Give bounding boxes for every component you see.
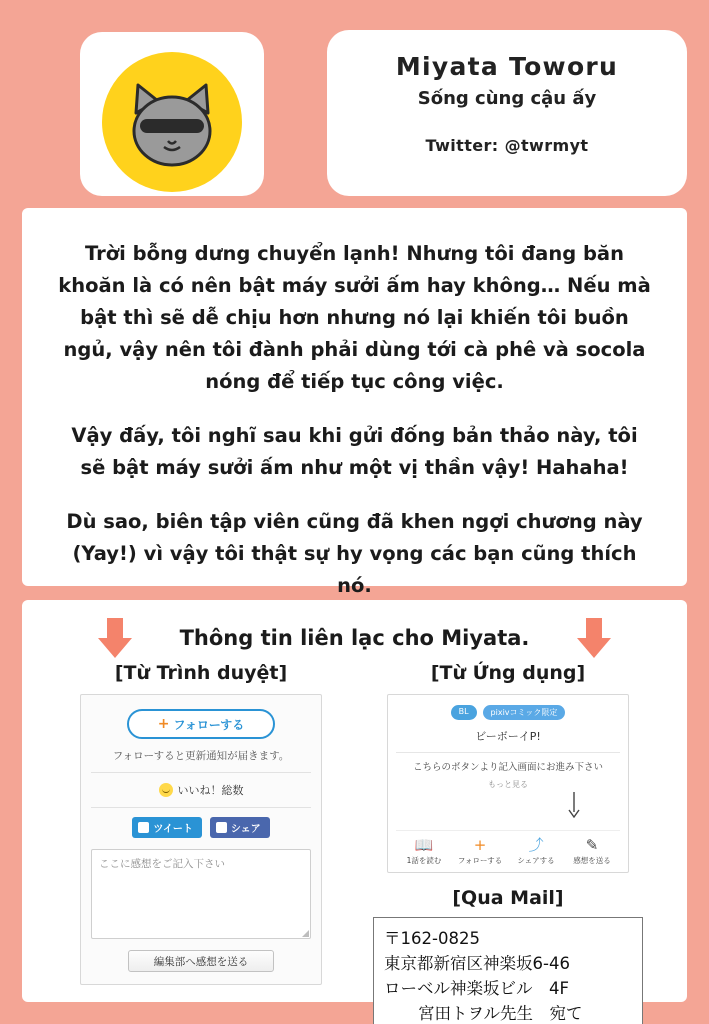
twitter-handle[interactable]: Twitter: @twrmyt — [425, 136, 589, 155]
send-impression-icon: ✎ — [585, 836, 599, 854]
mail-building-line: ローベル神楽坂ビル 4F — [384, 979, 569, 998]
read-episode-button[interactable] — [398, 837, 450, 866]
app-action-bar — [396, 830, 620, 866]
app-follow-button[interactable] — [454, 837, 506, 866]
arrow-down-right-icon — [577, 618, 611, 658]
follow-button[interactable] — [127, 709, 275, 739]
profile-header — [22, 22, 687, 196]
profile-subtitle: Sống cùng cậu ấy — [417, 88, 597, 109]
app-share-button[interactable] — [510, 837, 562, 866]
mail-heading: [Qua Mail] — [452, 887, 564, 909]
app-share-label: シェアする — [517, 856, 555, 865]
divider — [91, 772, 311, 773]
contact-columns — [22, 662, 687, 1024]
tag-bl: BL — [451, 705, 477, 720]
app-series-title: ビーボーイP! — [475, 730, 541, 743]
app-send-impression-button[interactable] — [566, 837, 618, 866]
mail-address-line: 東京都新宿区神楽坂6-46 — [384, 954, 570, 973]
follow-button-label: フォローする — [173, 717, 245, 732]
contact-panel — [22, 600, 687, 1023]
divider — [91, 807, 311, 808]
more-label[interactable]: もっと見る — [488, 780, 528, 789]
app-follow-label: フォローする — [457, 856, 503, 865]
contact-header — [22, 614, 687, 662]
share-icon: ⤴ — [528, 836, 544, 854]
app-column — [363, 662, 653, 1024]
tweet-button[interactable] — [132, 817, 202, 838]
tweet-button-label: ツイート — [153, 824, 193, 835]
impression-textarea[interactable]: ここに感想をご記入下さい — [91, 849, 311, 939]
follow-note: フォローすると更新通知が届きます。 — [112, 750, 290, 762]
avatar — [102, 52, 242, 192]
message-paragraph: Vậy đấy, tôi nghĩ sau khi gửi đống bản thảo này, tôi sẽ bật máy sưởi ấm như một vị thần vậy! Hahaha! — [71, 424, 638, 479]
message-paragraph: Trời bỗng dưng chuyển lạnh! Nhưng tôi đang băn khoăn là có nên bật máy sưởi ấm hay không… Nếu mà bật thì sẽ dễ chịu hơn nhưng nó lại khiến tôi buồn ngủ, vậy nên tôi đành phải dùng tới cà phê và socola nóng để tiếp tục công việc. — [58, 242, 651, 393]
cat-face-icon — [124, 79, 220, 171]
browser-heading: [Từ Trình duyệt] — [114, 662, 288, 684]
twitter-bird-icon — [138, 822, 149, 833]
browser-widget — [80, 694, 322, 985]
app-widget — [387, 694, 629, 873]
read-episode-label: 1話を読む — [406, 856, 442, 865]
like-label: いいね！総数 — [177, 784, 244, 797]
message-paragraph: Dù sao, biên tập viên cũng đã khen ngợi chương này (Yay!) vì vậy tôi thật sự hy vọng các bạn cũng thích nó. — [66, 510, 643, 597]
author-message-panel — [22, 208, 687, 597]
tag-pixiv-limited: pixivコミック限定 — [483, 705, 566, 720]
share-button-label: シェア — [230, 824, 261, 835]
down-arrow-icon — [396, 792, 620, 822]
smile-icon — [159, 783, 173, 797]
browser-column — [56, 662, 346, 1024]
facebook-icon — [216, 822, 227, 833]
read-episode-icon: 📖 — [414, 836, 434, 854]
share-row — [91, 817, 311, 838]
send-impression-button[interactable]: 編集部へ感想を送る — [128, 950, 274, 972]
tag-row — [396, 705, 620, 720]
page-title: Miyata Toworu — [395, 52, 619, 81]
mail-recipient-line: 宮田トヲル先生 宛て — [418, 1004, 583, 1023]
plus-icon: + — [157, 716, 170, 732]
arrow-down-left-icon — [98, 618, 132, 658]
divider — [396, 752, 620, 753]
avatar-card — [80, 32, 264, 196]
facebook-share-button[interactable] — [210, 817, 270, 838]
mail-address-box — [373, 917, 643, 1024]
app-heading: [Từ Ứng dụng] — [430, 662, 586, 684]
like-count-row — [91, 782, 311, 798]
contact-title: Thông tin liên lạc cho Miyata. — [179, 626, 530, 650]
name-card — [327, 30, 687, 196]
app-send-label: 感想を送る — [573, 856, 611, 865]
mail-postal-code: 〒162-0825 — [384, 929, 480, 948]
follow-plus-icon: + — [473, 836, 487, 854]
app-note: こちらのボタンより記入画面にお進み下さい — [412, 762, 603, 773]
